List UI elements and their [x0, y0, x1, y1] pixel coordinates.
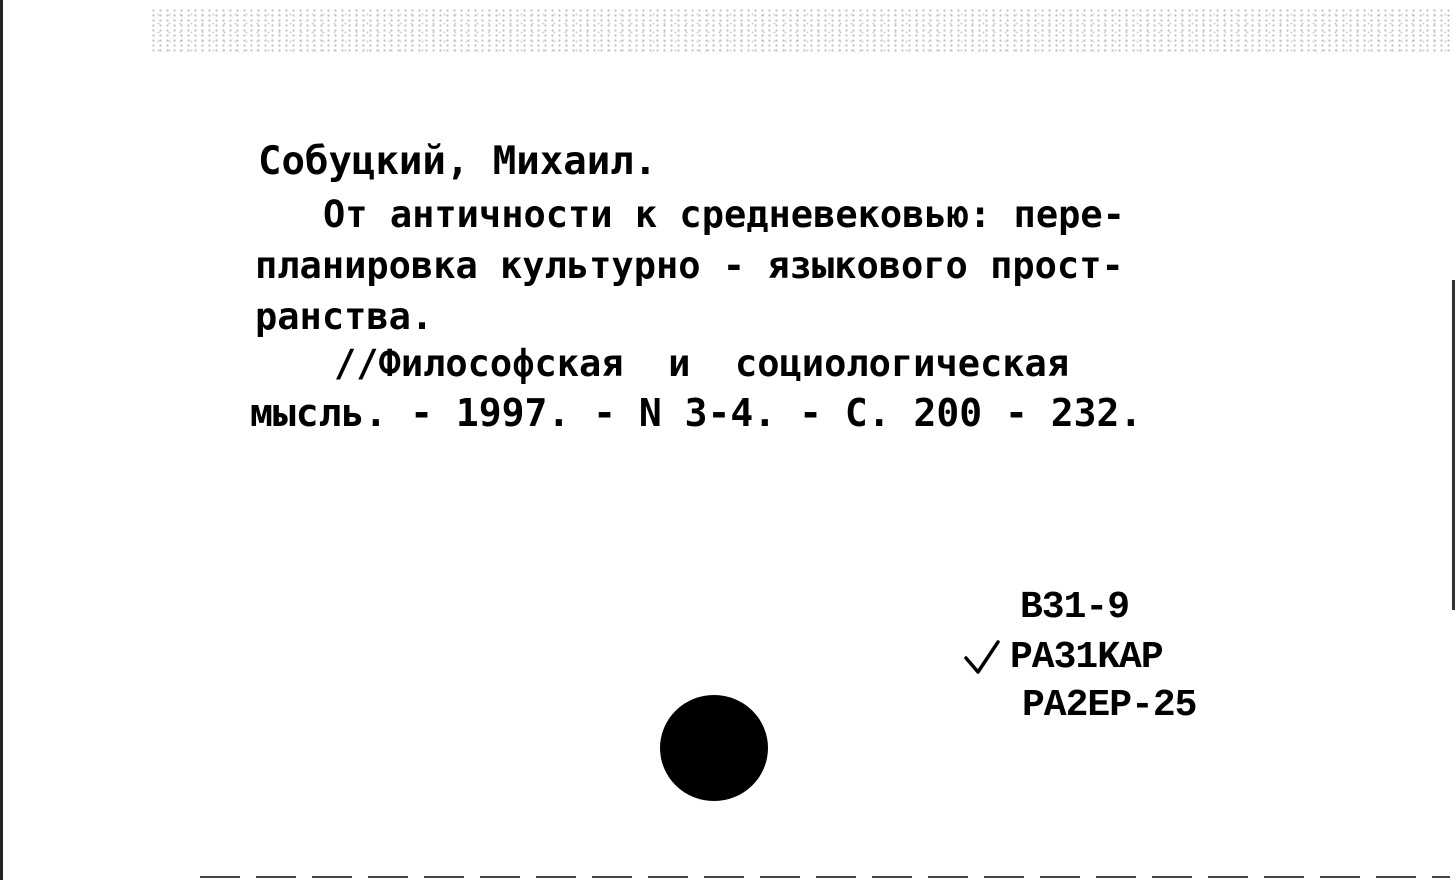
classification-code-3: PA2EP-25 [1022, 684, 1197, 727]
scan-noise-top [150, 8, 1450, 53]
classification-code-2: PA31KAP [1010, 636, 1163, 679]
title-line-1: От античности к средневековью: пере- [323, 193, 1125, 236]
punch-hole [660, 695, 768, 801]
card-edge-right [1452, 280, 1455, 610]
author-line: Собуцкий, Михаил. [258, 139, 658, 184]
card-edge-bottom [200, 876, 1450, 878]
classification-code-1: B31-9 [1020, 586, 1130, 629]
source-line-1: //Философская и социологическая [334, 342, 1070, 385]
checkmark-icon [962, 638, 1002, 678]
title-line-3: ранства. [255, 295, 434, 338]
source-line-2: мысль. - 1997. - N 3-4. - C. 200 - 232. [250, 391, 1143, 435]
title-line-2: планировка культурно - языкового прост- [255, 244, 1124, 287]
card-edge-left [0, 0, 3, 880]
